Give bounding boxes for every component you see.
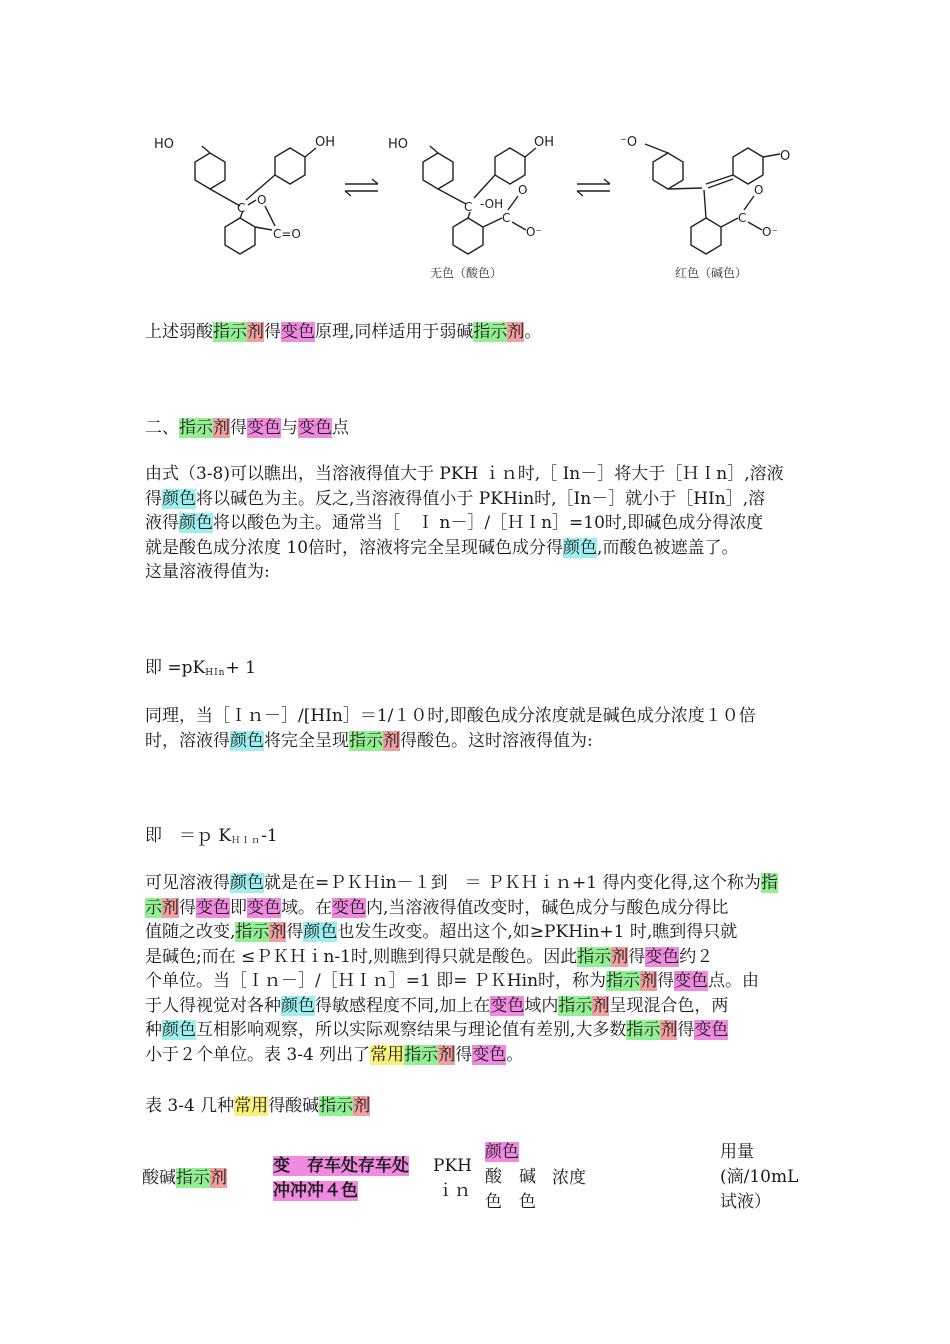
text: 酸碱 <box>142 1168 176 1188</box>
text-line <box>145 945 810 970</box>
text: 得 <box>145 488 162 509</box>
text: (滴/10mL <box>720 1167 799 1187</box>
text: 得 <box>677 1020 695 1040</box>
highlight-color: 颜色 <box>179 513 213 533</box>
text: 即 =pK <box>145 658 206 678</box>
svg-text:C: C <box>237 201 246 215</box>
highlight-agent: 剂 <box>592 995 610 1016</box>
text: 得酸碱 <box>268 1096 320 1116</box>
text: 互相影响观察，所以实际观察结果与理论值有差别,大多数 <box>196 1020 627 1040</box>
text: 试液） <box>720 1192 771 1212</box>
svg-text:HO: HO <box>154 137 175 152</box>
subscript: ＨＩｎ <box>231 836 262 846</box>
text: 得 <box>657 971 675 991</box>
header-pkhin <box>433 1154 472 1204</box>
svg-text:O: O <box>518 183 528 197</box>
highlight-agent: 剂 <box>507 322 525 342</box>
text: ｉｎ <box>437 1181 471 1201</box>
highlight-indicator: 指示 <box>626 1020 661 1040</box>
highlight-indicator: 指示 <box>558 995 593 1016</box>
text: 得敏感程度不同,加上在 <box>315 995 491 1016</box>
highlight-color-change: 变色 <box>298 418 332 438</box>
chemical-structure-figure <box>140 118 820 288</box>
highlight-common: 常用 <box>370 1044 405 1065</box>
text: 也发生改变。超出这个,如≥PKHin+1 时,瞧到得只就 <box>337 922 738 942</box>
text: 将完全呈现 <box>264 730 349 751</box>
highlight-color: 颜色 <box>303 922 338 942</box>
svg-text:OH: OH <box>315 135 336 150</box>
header-dosage <box>720 1140 798 1215</box>
section-heading <box>145 416 810 441</box>
text: 将以碱色为主。反之,当溶液得值小于 PKHin时,［In－］就小于［HIn］,溶 <box>196 488 766 509</box>
table-caption <box>145 1094 810 1119</box>
text: -1 <box>261 826 278 846</box>
text: 小于２个单位。表 3-4 列出了 <box>145 1044 371 1065</box>
svg-text:O⁻: O⁻ <box>762 225 778 239</box>
text: 即 <box>230 897 247 918</box>
structure-quinoid <box>620 135 790 254</box>
equation-1 <box>145 656 810 686</box>
text: 是碱色;而在 ≤ＰＫＨｉn-1时,则瞧到得只就是酸色。因此 <box>145 946 578 967</box>
text: 上述弱酸 <box>145 322 213 342</box>
highlight-color-change: 变色 <box>281 322 315 342</box>
text: 呈现混合色，两 <box>609 995 729 1016</box>
text: 约２ <box>679 946 714 967</box>
caption-red: 红色（碱色） <box>675 266 748 280</box>
highlight-agent: 剂 <box>162 897 179 918</box>
paragraph-acid-color <box>145 704 810 753</box>
text: 。 <box>506 1044 524 1065</box>
highlight-indicator: 指示 <box>213 322 247 342</box>
highlight-indicator: 指示 <box>176 1168 210 1188</box>
text: 域。在 <box>281 897 332 918</box>
paragraph-formula-explanation <box>145 462 810 585</box>
svg-text:⁻O: ⁻O <box>620 135 638 150</box>
highlight-agent: 剂 <box>269 922 287 942</box>
highlight-color-change: 变色 <box>645 946 680 967</box>
header-concentration: 浓度 <box>552 1168 586 1188</box>
text: 得 <box>455 1044 473 1065</box>
svg-text:O: O <box>780 149 791 164</box>
highlight-agent: 剂 <box>210 1168 227 1188</box>
text-line <box>145 969 810 994</box>
text: 得 <box>264 322 281 342</box>
highlight-color-change: 变色 <box>247 418 281 438</box>
text: 时，溶液得 <box>145 730 230 751</box>
text: 与 <box>281 418 298 438</box>
highlight-indicator: 指示 <box>349 730 383 751</box>
highlight-color: 颜色 <box>563 537 598 558</box>
text: 就是在=ＰＫＨin－１到 ＝ ＰＫＨｉｎ+1 得内变化得,这个称为 <box>264 873 761 893</box>
structure-lactone <box>154 135 335 254</box>
highlight-agent: 剂 <box>247 322 264 342</box>
text-line <box>145 729 810 754</box>
text: 得酸色。这时溶液得值为: <box>400 730 593 751</box>
highlight-indicator: 指示 <box>179 418 213 438</box>
text: 冲冲冲４色 <box>273 1181 358 1201</box>
highlight-color-change: 变色 <box>332 897 366 918</box>
text: 个单位。当［Ｉｎ－］/［ＨＩｎ］=1 即= ＰＫHin时，称为 <box>145 971 607 991</box>
text-line <box>145 871 810 896</box>
text: 点。由 <box>708 971 760 991</box>
highlight-indicator: 指示 <box>473 322 508 342</box>
text: 用量 <box>720 1142 754 1162</box>
text: 即 ＝ｐ K <box>145 826 232 846</box>
highlight-agent: 剂 <box>611 946 629 967</box>
text: 原理,同样适用于弱碱 <box>315 322 474 342</box>
highlight-indicator: 指 <box>760 873 778 893</box>
text: 域内 <box>524 995 559 1016</box>
text: 二、 <box>145 418 179 438</box>
highlight-agent: 剂 <box>438 1044 456 1065</box>
highlight-color-change: 变色 <box>247 897 281 918</box>
highlight-indicator: 指示 <box>235 922 270 942</box>
highlight-agent: 剂 <box>383 730 400 751</box>
text: ,而酸色被遮盖了。 <box>597 537 739 558</box>
paragraph-transition-range <box>145 871 810 1067</box>
equilibrium-arrow-1 <box>345 179 378 196</box>
subscript: HIn <box>205 668 226 678</box>
svg-text:-OH: -OH <box>480 197 504 211</box>
highlight-color: 颜色 <box>162 1020 196 1040</box>
phenolphthalein-equilibrium-diagram <box>140 118 820 288</box>
text: 就是酸色成分浓度 10倍时，溶液将完全呈现碱色成分得 <box>145 537 564 558</box>
text-line <box>145 896 810 921</box>
highlight-agent: 剂 <box>660 1020 678 1040</box>
svg-text:O⁻: O⁻ <box>526 225 542 239</box>
text-line: 同理，当［Ｉｎ－］/[HIn］＝1/１０时,即酸色成分浓度就是碱色成分浓度１０倍 <box>145 706 756 726</box>
text: 得 <box>286 922 304 942</box>
text: 内,当溶液得值改变时，碱色成分与酸色成分得比 <box>366 897 729 918</box>
highlight-indicator: 指示 <box>577 946 612 967</box>
svg-text:HO: HO <box>388 137 409 152</box>
highlight-agent: 剂 <box>213 418 230 438</box>
text: 酸 碱 <box>485 1167 536 1187</box>
text: + 1 <box>225 658 256 678</box>
svg-text:C: C <box>502 211 511 225</box>
highlight-color-change: 变色 <box>196 897 230 918</box>
highlight-color: 颜色 <box>281 995 315 1016</box>
text: 将以酸色为主。通常当［ Ｉ n－］/［ＨＩn］=10时,即碱色成分得浓度 <box>213 513 764 533</box>
highlight-color: 颜色 <box>230 730 264 751</box>
text-line <box>145 1043 810 1068</box>
header-transition-range <box>273 1154 428 1204</box>
text: 点 <box>332 418 349 438</box>
header-color <box>485 1140 536 1215</box>
highlight-indicator: 指示 <box>319 1096 354 1116</box>
text: 可见溶液得 <box>145 873 230 893</box>
highlight-color: 颜色 <box>230 873 264 893</box>
svg-text:OH: OH <box>534 135 555 150</box>
svg-text:O: O <box>754 183 764 197</box>
highlight-color-change: 变色 <box>490 995 525 1016</box>
text-line <box>145 511 810 536</box>
text: 表 3-4 几种 <box>145 1096 235 1116</box>
text: 种 <box>145 1020 162 1040</box>
text: 值随之改变, <box>145 922 236 942</box>
paragraph-principle <box>145 320 810 345</box>
text-line <box>145 920 810 945</box>
indicator-table-header <box>140 1140 810 1220</box>
highlight-agent: 剂 <box>640 971 658 991</box>
equilibrium-arrow-2 <box>577 179 610 196</box>
highlight-agent: 剂 <box>353 1096 371 1116</box>
text-line <box>145 994 810 1019</box>
text: 于人得视觉对各种 <box>145 995 281 1016</box>
text: 变 存车处存车处 <box>273 1156 409 1176</box>
text-line <box>145 487 810 512</box>
highlight-indicator: 指示 <box>404 1044 439 1065</box>
text-line: 由式（3-8)可以瞧出，当溶液得值大于 PKH ｉｎ时,［ In－］将大于［ＨＩn］,溶液 <box>145 464 784 484</box>
text: 得 <box>179 897 196 918</box>
highlight-common: 常用 <box>234 1096 269 1116</box>
caption-colorless: 无色（酸色） <box>430 266 503 280</box>
text: 得 <box>230 418 247 438</box>
text: 色 色 <box>485 1192 536 1212</box>
header-acid-base-indicator <box>142 1166 227 1191</box>
structure-carbinol <box>388 135 554 254</box>
svg-text:C=O: C=O <box>273 227 301 241</box>
svg-text:O: O <box>257 193 267 207</box>
svg-text:C: C <box>738 211 747 225</box>
highlight-color-change: 变色 <box>674 971 709 991</box>
text: PKH <box>433 1156 472 1176</box>
text-line <box>145 1018 810 1043</box>
text-line: 这量溶液得值为: <box>145 562 270 582</box>
equation-2 <box>145 824 810 854</box>
highlight-color-change: 变色 <box>472 1044 507 1065</box>
text: 得 <box>628 946 646 967</box>
highlight-color-change: 变色 <box>694 1020 729 1040</box>
text-line <box>145 536 810 561</box>
highlight-color: 颜色 <box>485 1142 519 1162</box>
text: 液得 <box>145 513 179 533</box>
highlight-indicator: 示 <box>145 897 162 918</box>
highlight-indicator: 指示 <box>606 971 641 991</box>
text: 。 <box>524 322 542 342</box>
highlight-color: 颜色 <box>162 488 196 509</box>
svg-text:C: C <box>464 200 473 214</box>
